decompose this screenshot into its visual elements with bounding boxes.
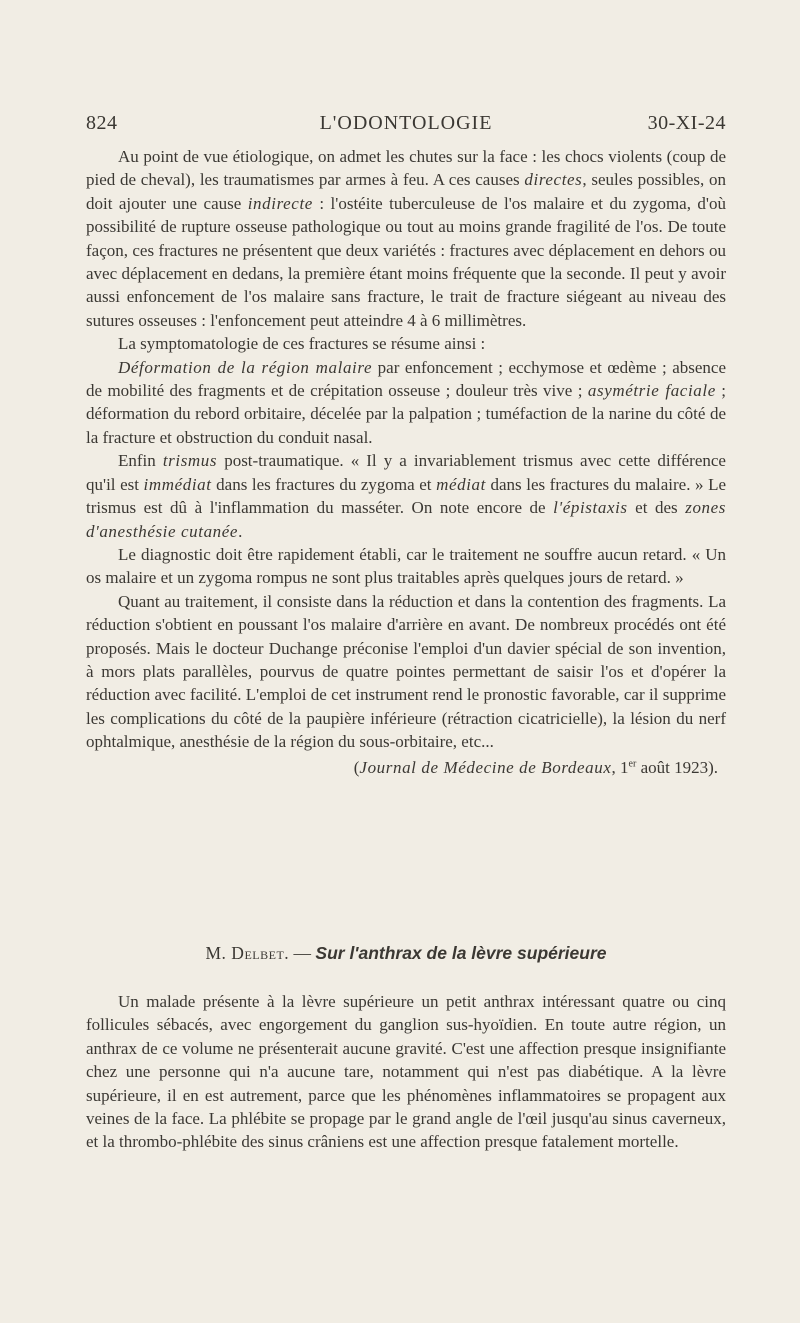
running-header [86, 112, 726, 140]
paragraph-diagnosis: Le diagnostic doit être rapidement établi, car le traitement ne souffre aucun retard. « Un os malaire et un zygoma rompus ne sont plus traitables après quelques jours de retard. » [86, 544, 726, 588]
paragraph-treatment: Quant au traitement, il consiste dans la réduction et dans la contention des fragments. La réduction s'obtient en poussant l'os malaire d'arrière en avant. De nombreux procédés ont été proposés. Mais le docteur Duchange préconise l'emploi d'un davier spécial de son invention, à mors plats parallèles, pourvus de quatre pointes permettant de saisir l'os et d'opérer la réduction avec facilité. L'emploi de cet instrument rend le pronostic favorable, car il supprime les complications du côté de la paupière inférieure (rétraction cicatricielle), la lésion du nerf ophtalmique, anesthésie de la région du sous-orbitaire, etc... [86, 591, 726, 752]
issue-date: 30-XI-24 [647, 112, 726, 134]
paragraph-trismus: Enfin trismus post-traumatique. « Il y a invariablement trismus avec cette différence qu'il est immédiat dans les fractures du zygoma et médiat dans les fractures du malaire. » Le trismus est dû à l'inflammation du masséter. On note encore de l'épistaxis et des zones d'anesthésie cutanée. [86, 451, 727, 541]
paragraph-anthrax: Un malade présente à la lèvre supérieure un petit anthrax intéressant quatre ou cinq follicules sébacés, avec engorgement du ganglion sus-hyoïdien. En toute autre région, un anthrax de ce volume ne présenterait aucune gravité. C'est une affection presque insignifiante chez une personne qui n'a aucune tare, notamment qui n'est pas diabétique. A la lèvre supérieure, il en est autrement, parce que les phénomènes inflammatoires se propagent aux veines de la face. La phlébite se propage par le grand angle de l'œil jusqu'au sinus caverneux, et la thrombo-phlébite des sinus crâniens est une affection presque fatalement mortelle. [86, 992, 726, 1152]
article-body-2 [86, 990, 726, 1154]
paragraph-etiology: Au point de vue étiologique, on admet les chutes sur la face : les chocs violents (coup de pied de cheval), les traumatismes par armes à feu. A ces causes directes, seules possibles, on doit ajouter une cause indirecte : l'ostéite tuberculeuse de l'os malaire et du zygoma, d'où possibilité de rupture osseuse pathologique ou tout au moins grande fragilité de l'os. De toute façon, ces fractures ne présentent que deux variétés : fractures avec déplacement en dehors ou avec déplacement en dedans, la première étant moins fréquente que la seconde. Il peut y avoir aussi enfoncement de l'os malaire sans fracture, le trait de fracture siégeant au niveau des sutures osseuses : l'enfoncement peut atteindre 4 à 6 millimètres. [86, 147, 727, 330]
section-title: Sur l'anthrax de la lèvre supérieure [315, 943, 607, 963]
paragraph-symptoms-intro: La symptomatologie de ces fractures se résume ainsi : [118, 334, 486, 354]
citation: (Journal de Médecine de Bordeaux, 1er août 1923). [353, 757, 718, 777]
journal-title: L'ODONTOLOGIE [319, 112, 493, 134]
article-body [86, 145, 726, 779]
paragraph-symptoms: Déformation de la région malaire par enfoncement ; ecchymose et œdème ; absence de mobilité des fragments et de crépitation osseuse ; douleur très vive ; asymétrie faciale ; déformation du rebord orbitaire, décelée par la palpation ; tuméfaction de la narine du côté de la fracture et obstruction du conduit nasal. [86, 357, 726, 447]
section-author: M. Delbet. [205, 943, 290, 963]
page-number: 824 [86, 112, 118, 134]
section-heading: M. Delbet. — Sur l'anthrax de la lèvre supérieure [205, 943, 607, 963]
